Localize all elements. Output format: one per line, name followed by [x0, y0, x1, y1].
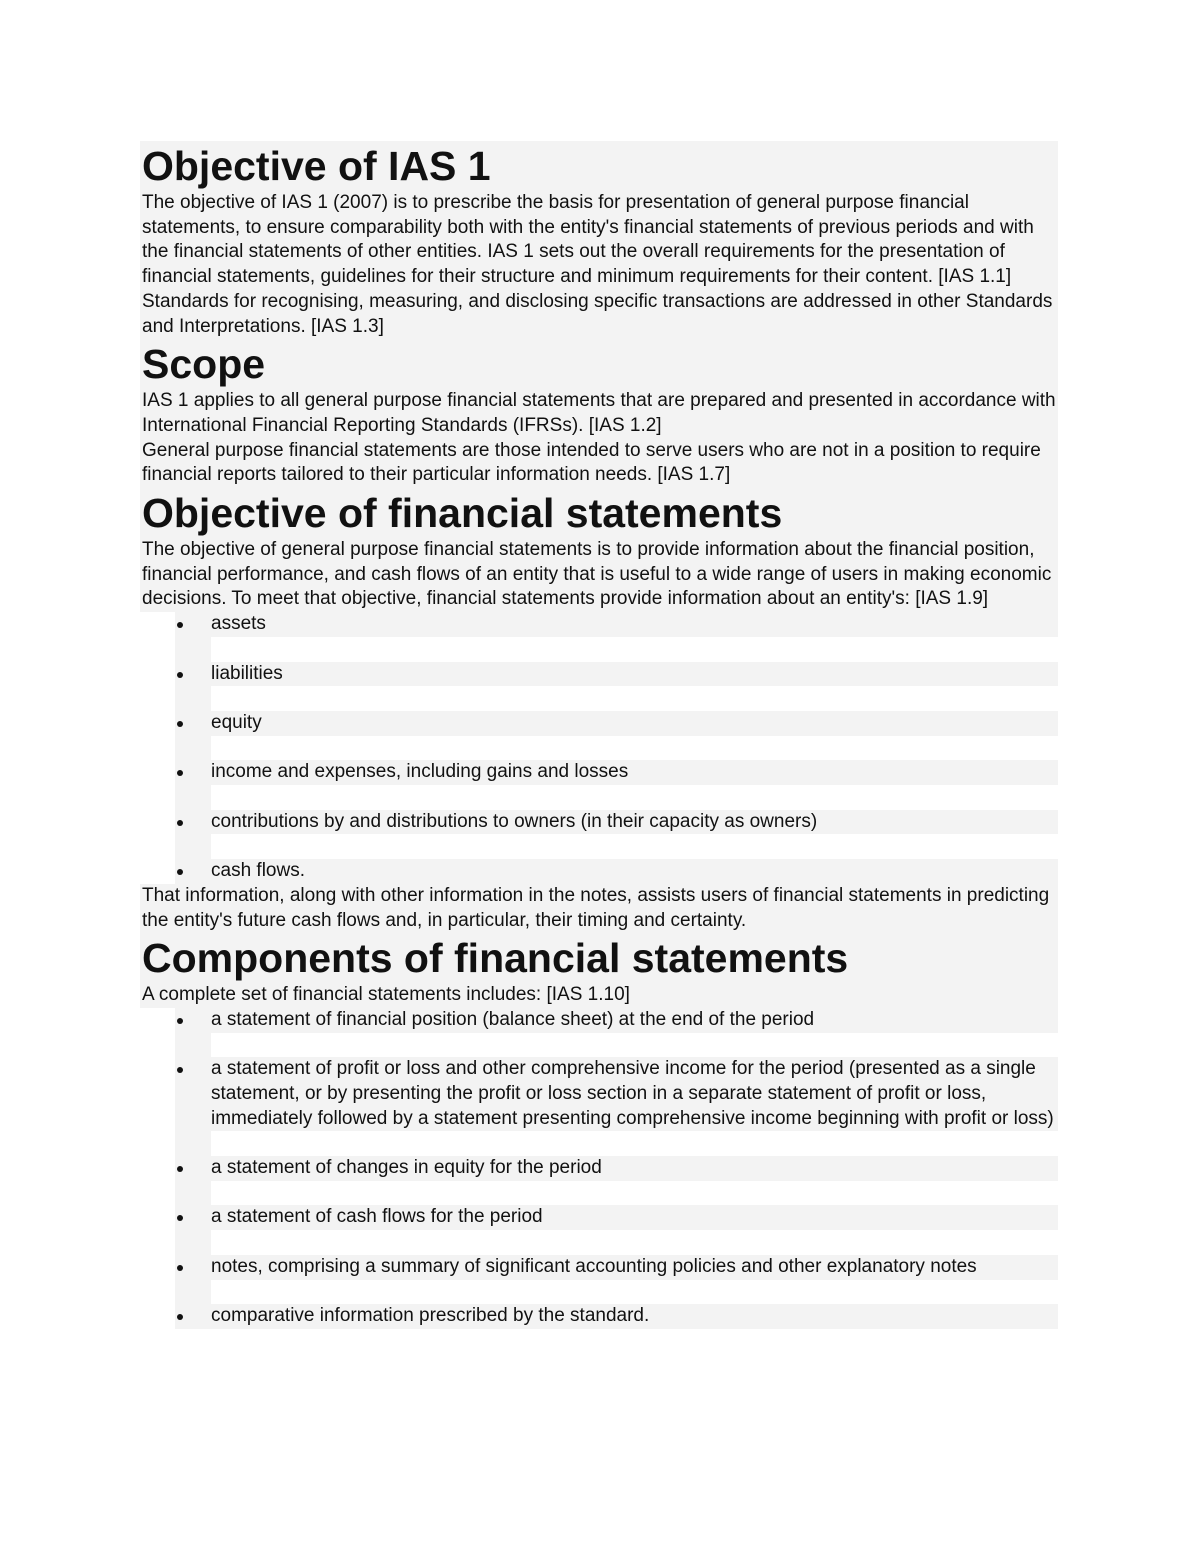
list-item: [140, 612, 1058, 661]
list-item: [140, 1205, 1058, 1254]
objective-fs-outro: That information, along with other information in the notes, assists users of financial statements in predicting the entity's future cash flows and, in particular, their timing and certainty.: [140, 884, 1058, 933]
heading-objective-of-ias-1: Objective of IAS 1: [140, 141, 1058, 191]
list-item: [140, 1304, 1058, 1329]
bullet-icon: [177, 1166, 183, 1172]
heading-components-of-financial-statements: Components of financial statements: [140, 933, 1058, 983]
list-item-text: assets: [211, 612, 1058, 637]
list-item-text: a statement of financial position (balance sheet) at the end of the period: [211, 1008, 1058, 1033]
list-item: [140, 711, 1058, 760]
list-item-text: a statement of cash flows for the period: [211, 1205, 1058, 1230]
bullet-icon: [177, 1067, 183, 1073]
list-item-text: liabilities: [211, 662, 1058, 687]
bullet-icon: [177, 1314, 183, 1320]
bullet-icon: [177, 622, 183, 628]
bullet-icon: [177, 770, 183, 776]
list-item: [140, 1008, 1058, 1057]
document-page: [140, 141, 1058, 1329]
bullet-icon: [177, 721, 183, 727]
bullet-icon: [177, 1215, 183, 1221]
bullet-icon: [177, 1265, 183, 1271]
scope-paragraph-1: IAS 1 applies to all general purpose financial statements that are prepared and presented in accordance with International Financial Reporting Standards (IFRSs). [IAS 1.2]: [140, 389, 1058, 438]
list-item: [140, 859, 1058, 884]
bullet-icon: [177, 820, 183, 826]
list-item: [140, 1057, 1058, 1156]
components-list: [140, 1008, 1058, 1329]
list-item: [140, 662, 1058, 711]
list-item-text: comparative information prescribed by the standard.: [211, 1304, 1058, 1329]
bullet-icon: [177, 869, 183, 875]
list-item: [140, 1255, 1058, 1304]
list-item-text: cash flows.: [211, 859, 1058, 884]
list-item-text: a statement of changes in equity for the period: [211, 1156, 1058, 1181]
list-item-text: a statement of profit or loss and other comprehensive income for the period (presented as a single statement, or by presenting the profit or loss section in a separate statement of profit or loss, immediately followed by a statement presenting comprehensive income beginning with profit or loss): [211, 1057, 1058, 1131]
list-item-text: income and expenses, including gains and losses: [211, 760, 1058, 785]
list-item-text: contributions by and distributions to owners (in their capacity as owners): [211, 810, 1058, 835]
list-item-text: equity: [211, 711, 1058, 736]
bullet-icon: [177, 1018, 183, 1024]
scope-paragraph-2: General purpose financial statements are those intended to serve users who are not in a position to require financial reports tailored to their particular information needs. [IAS 1.7]: [140, 439, 1058, 488]
objective-fs-intro: The objective of general purpose financial statements is to provide information about the financial position, financial performance, and cash flows of an entity that is useful to a wide range of users in making economic decisions. To meet that objective, financial statements provide information about an entity's: [IAS 1.9]: [140, 538, 1058, 612]
components-intro: A complete set of financial statements includes: [IAS 1.10]: [140, 983, 1058, 1008]
list-item: [140, 1156, 1058, 1205]
heading-objective-of-financial-statements: Objective of financial statements: [140, 488, 1058, 538]
bullet-icon: [177, 672, 183, 678]
list-item-text: notes, comprising a summary of significant accounting policies and other explanatory notes: [211, 1255, 1058, 1280]
heading-scope: Scope: [140, 339, 1058, 389]
list-item: [140, 760, 1058, 809]
objective-fs-list: [140, 612, 1058, 884]
list-item: [140, 810, 1058, 859]
objective-paragraph: The objective of IAS 1 (2007) is to prescribe the basis for presentation of general purpose financial statements, to ensure comparability both with the entity's financial statements of previous periods and with the financial statements of other entities. IAS 1 sets out the overall requirements for the presentation of financial statements, guidelines for their structure and minimum requirements for their content. [IAS 1.1] Standards for recognising, measuring, and disclosing specific transactions are addressed in other Standards and Interpretations. [IAS 1.3]: [140, 191, 1058, 339]
